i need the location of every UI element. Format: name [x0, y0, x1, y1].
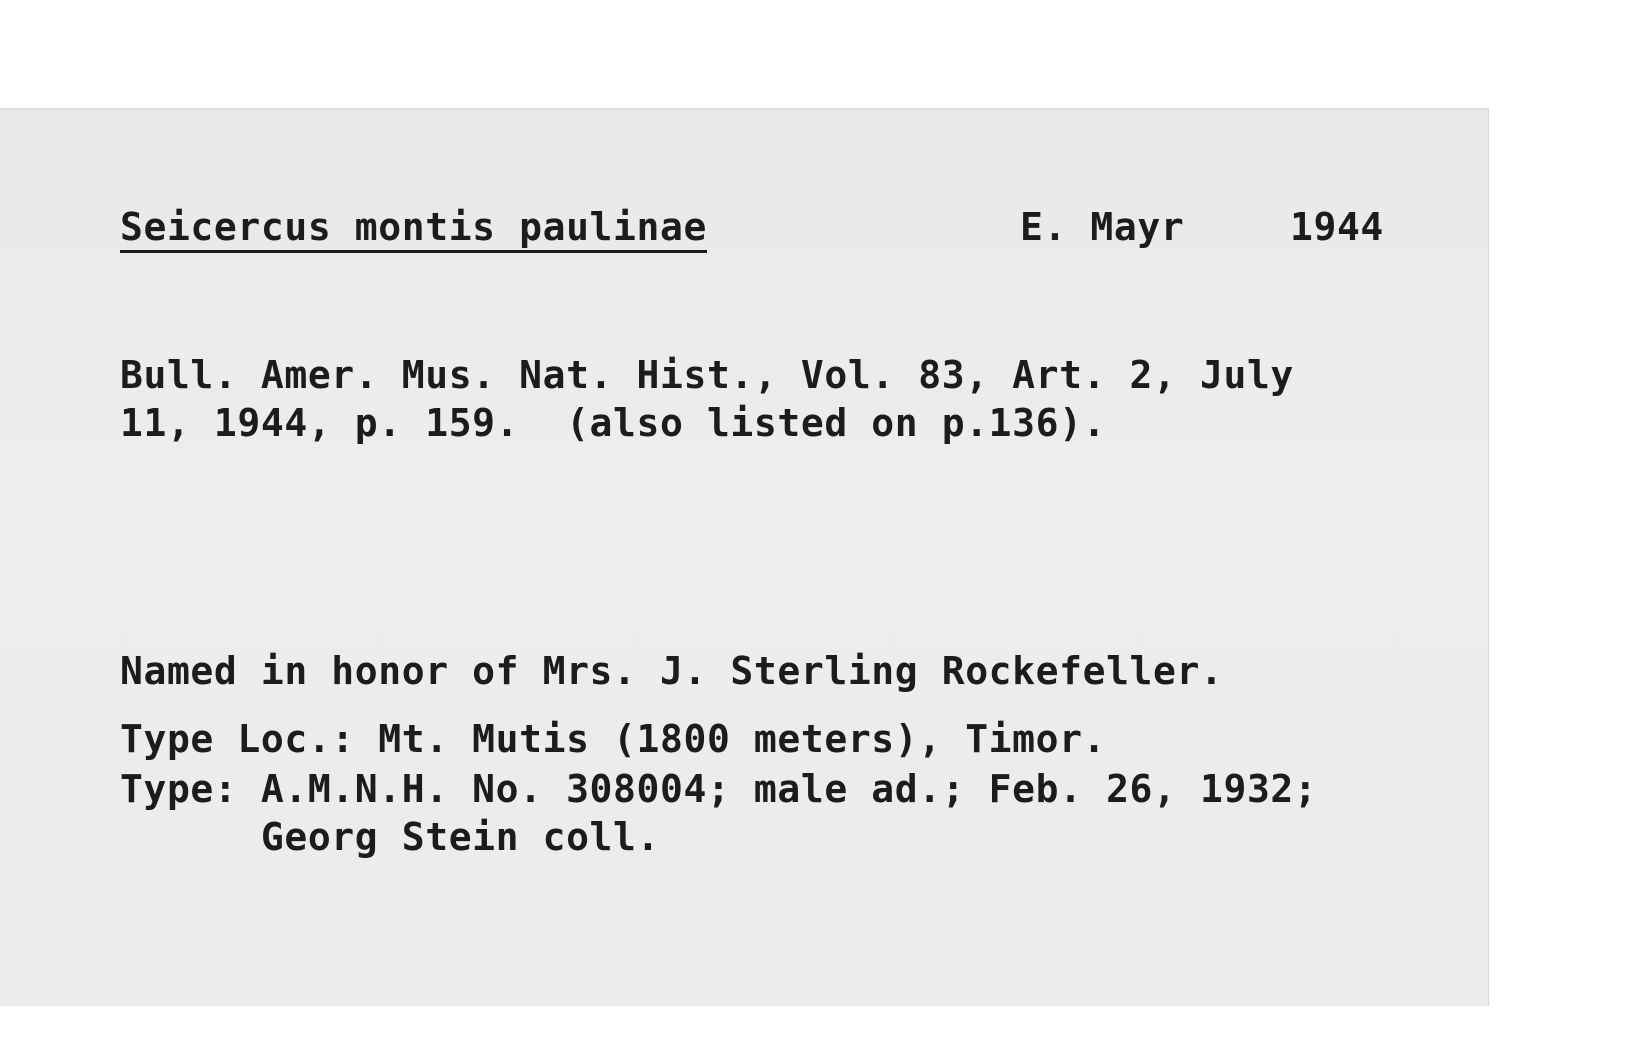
citation-line-1: Bull. Amer. Mus. Nat. Hist., Vol. 83, Art. 2, July: [120, 353, 1294, 397]
species-name: Seicercus montis paulinae: [120, 208, 707, 253]
citation-line-2: 11, 1944, p. 159. (also listed on p.136).: [120, 401, 1107, 445]
honor-note: Named in honor of Mrs. J. Sterling Rockefeller.: [120, 649, 1224, 693]
type-specimen-line-2: Georg Stein coll.: [120, 815, 660, 859]
author: E. Mayr: [1020, 205, 1185, 249]
year: 1944: [1290, 205, 1384, 249]
index-card: [0, 108, 1489, 1006]
type-locality: Type Loc.: Mt. Mutis (1800 meters), Timor.: [120, 717, 1107, 761]
type-specimen-line-1: Type: A.M.N.H. No. 308004; male ad.; Feb. 26, 1932;: [120, 767, 1318, 811]
